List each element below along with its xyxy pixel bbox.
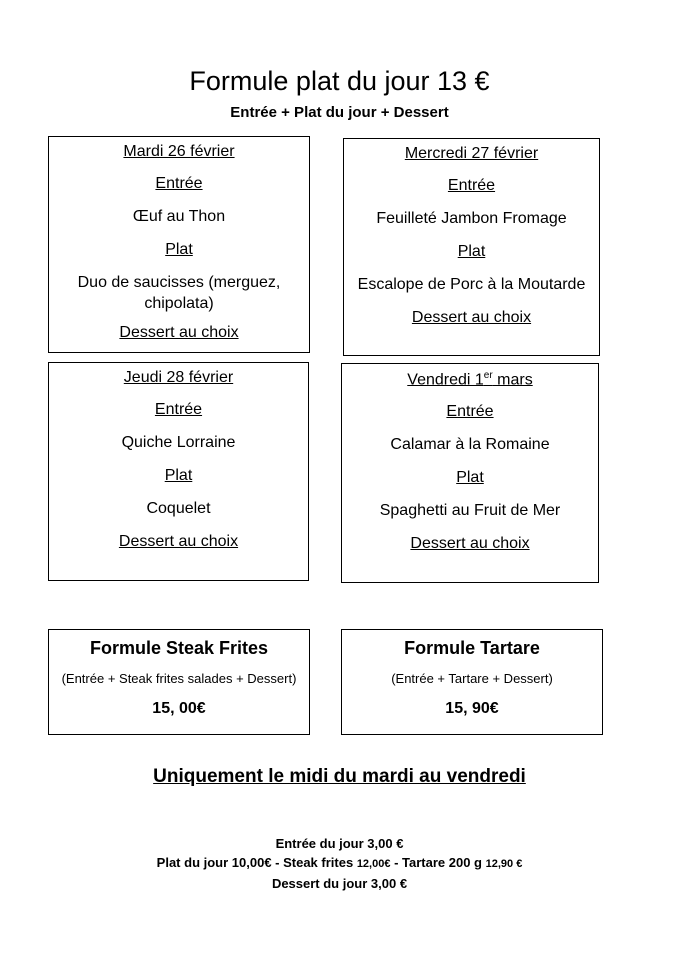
- price-line-entree: Entrée du jour 3,00 €: [275, 836, 404, 851]
- formule-title: Formule Steak Frites: [89, 638, 269, 658]
- price-list: [0, 834, 679, 893]
- entree-label: Entrée: [446, 403, 494, 421]
- availability-notice: Uniquement le midi du mardi au vendredi: [153, 766, 526, 787]
- plat-label: Plat: [456, 469, 484, 487]
- menu-box-mardi: [48, 136, 310, 353]
- price-steak-value: 12,00€: [356, 858, 391, 870]
- plat-label: Plat: [165, 241, 193, 258]
- entree-label: Entrée: [447, 177, 496, 194]
- entree-label: Entrée: [154, 401, 203, 418]
- plat-dish: Spaghetti au Fruit de Mer: [379, 502, 561, 520]
- menu-box-jeudi: [48, 362, 309, 581]
- formule-price: 15, 00€: [152, 700, 206, 717]
- page-subtitle: Entrée + Plat du jour + Dessert: [230, 104, 449, 121]
- plat-label: Plat: [164, 467, 193, 484]
- dessert-label: Dessert au choix: [119, 324, 239, 341]
- entree-dish: Quiche Lorraine: [121, 434, 236, 451]
- formule-price: 15, 90€: [445, 700, 499, 717]
- day-heading: Jeudi 28 février: [123, 369, 234, 386]
- price-line-dessert: Dessert du jour 3,00 €: [271, 876, 408, 891]
- day-heading-suffix: mars: [492, 371, 533, 389]
- day-heading: [342, 370, 598, 389]
- plat-dish: Duo de saucisses (merguez, chipolata): [77, 274, 281, 312]
- price-tartare-value: 12,90 €: [485, 858, 523, 870]
- entree-dish: Œuf au Thon: [132, 208, 226, 225]
- menu-box-vendredi: [341, 363, 599, 583]
- plat-label: Plat: [457, 243, 486, 260]
- dessert-label: Dessert au choix: [411, 309, 532, 326]
- entree-label: Entrée: [155, 175, 203, 192]
- menu-box-mercredi: [343, 138, 600, 356]
- price-tartare-label: - Tartare 200 g: [390, 855, 486, 870]
- day-heading-prefix: Vendredi 1: [407, 371, 484, 389]
- formule-description: (Entrée + Steak frites salades + Dessert): [61, 671, 297, 686]
- price-line-plats: [0, 853, 679, 874]
- page-title: Formule plat du jour 13 €: [189, 66, 490, 96]
- formule-description: (Entrée + Tartare + Dessert): [391, 671, 553, 686]
- day-heading-sup: er: [483, 370, 493, 381]
- day-heading: Mardi 26 février: [123, 143, 235, 160]
- plat-dish: Coquelet: [146, 500, 211, 517]
- formule-steak-frites-box: [48, 629, 310, 735]
- dessert-label: Dessert au choix: [118, 533, 239, 550]
- plat-dish: Escalope de Porc à la Moutarde: [357, 276, 586, 293]
- dessert-label: Dessert au choix: [410, 535, 530, 553]
- entree-dish: Feuilleté Jambon Fromage: [376, 210, 567, 227]
- formule-tartare-box: [341, 629, 603, 735]
- formule-title: Formule Tartare: [404, 638, 540, 658]
- day-heading: Mercredi 27 février: [404, 145, 539, 162]
- price-plat-steak: Plat du jour 10,00€ - Steak frites: [156, 855, 357, 870]
- entree-dish: Calamar à la Romaine: [390, 436, 550, 454]
